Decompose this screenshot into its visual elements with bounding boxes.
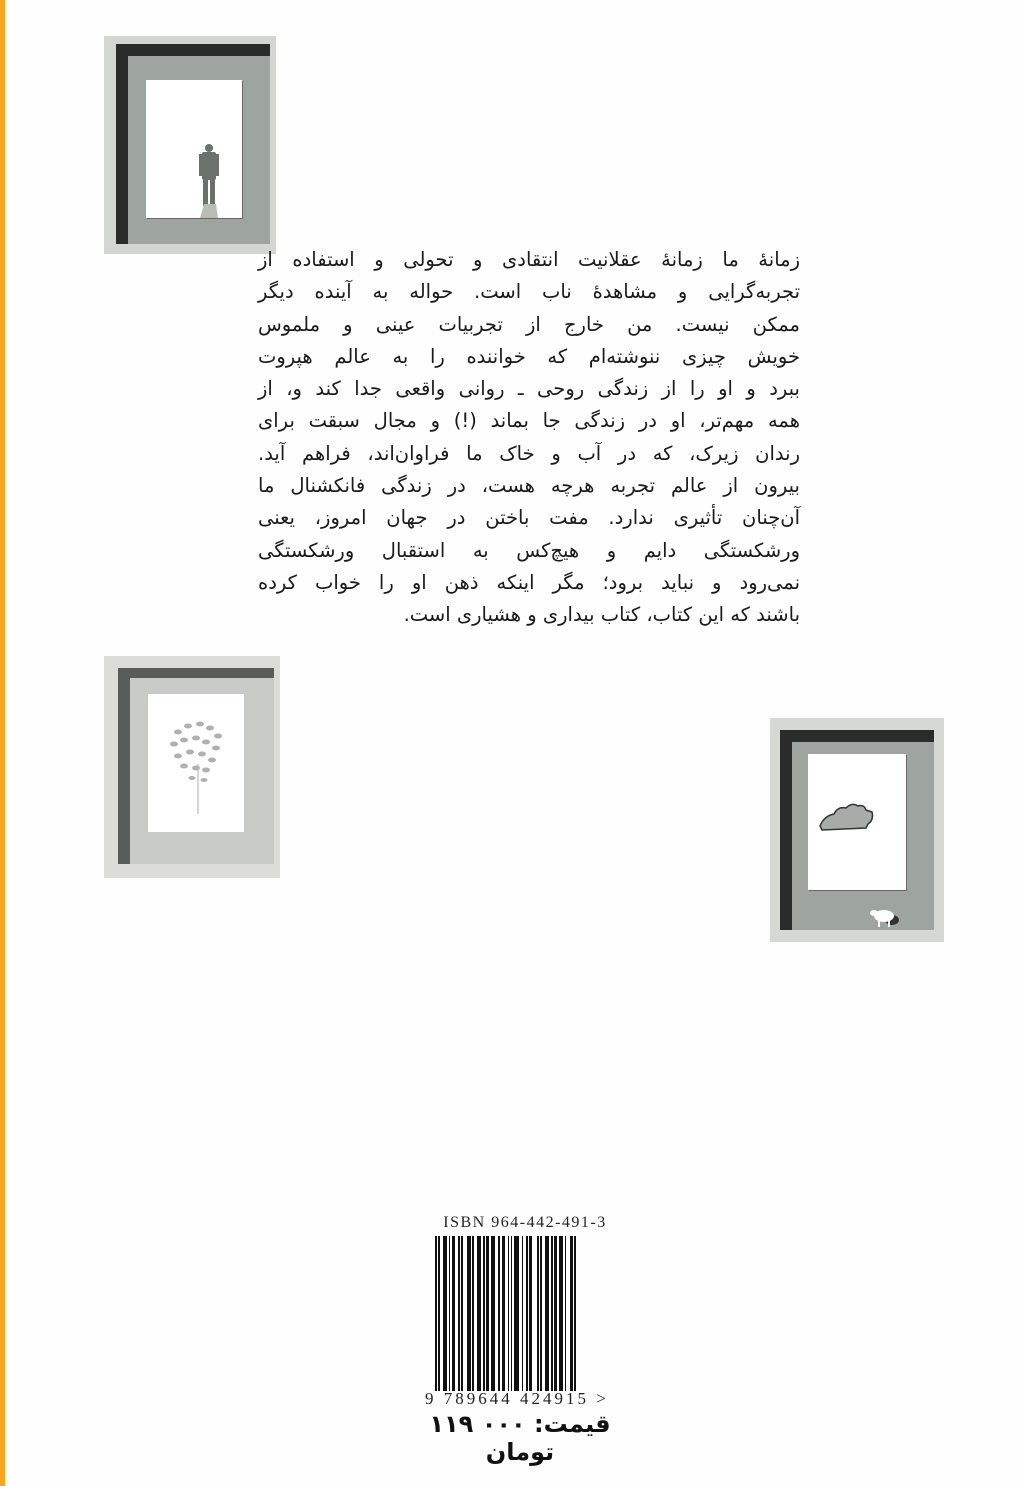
frame-paper — [146, 80, 242, 218]
blurb-line: همه مهم‌تر، او در زندگی جا بماند (!) و مجال سبقت برای — [258, 409, 800, 433]
orange-spine-edge — [0, 0, 5, 1486]
isbn-label: ISBN 964-442-491-3 — [443, 1214, 607, 1231]
blurb-line: تجربه‌گرایی و مشاهدهٔ ناب است. حواله به آینده دیگر — [258, 280, 800, 304]
frame-shadow-left — [118, 668, 130, 864]
barcode-bars — [435, 1236, 625, 1391]
blurb-line: زمانهٔ ما زمانهٔ عقلانیت انتقادی و تحولی و استفاده از — [258, 248, 800, 271]
blurb-line: باشند که این کتاب، کتاب بیداری و هشیاری است. — [403, 603, 800, 627]
price-label: قیمت: ۰۰۰ ۱۱۹ تومان — [429, 1410, 611, 1466]
illustration-frame-man — [104, 36, 276, 254]
frame-paper — [148, 694, 244, 832]
back-cover-blurb — [258, 244, 800, 632]
frame-paper — [808, 754, 906, 890]
frame-shadow-top — [780, 730, 934, 742]
standing-man-icon — [146, 80, 242, 218]
blurb-line: نمی‌رود و نباید برود؛ مگر اینکه ذهن او را خواب کرده — [258, 570, 800, 594]
blurb-line: ورشکستگی دایم و هیچ‌کس به استقبال ورشکستگی — [258, 538, 800, 562]
frame-shadow-left — [780, 730, 792, 930]
ean-digits: 9 789644 424915 > — [425, 1389, 609, 1408]
blurb-line: آن‌چنان تأثیری ندارد. مفت باختن در جهان امروز، یعنی — [258, 506, 800, 530]
sheep-icon — [870, 904, 906, 928]
frame-shadow-top — [116, 44, 270, 56]
frame-shadow-top — [118, 668, 274, 678]
blurb-line: خویش چیزی ننوشته‌ام که خواننده را به عالم هپروت — [258, 344, 800, 368]
blurb-line: بیرون از عالم تجربه هرچه هست، در زندگی فانکشنال ما — [258, 474, 800, 498]
frame-shadow-left — [116, 44, 128, 244]
cloud-icon — [808, 754, 906, 890]
illustration-frame-tree — [104, 656, 280, 878]
illustration-frame-cloud-sheep — [770, 718, 944, 942]
blurb-line: رندان زیرک، که در آب و خاک ما فراوان‌اند، فراهم آید. — [258, 441, 800, 465]
tree-icon — [148, 694, 244, 832]
isbn-barcode — [425, 1214, 625, 1409]
blurb-line: ببرد و او را از زندگی روحی ـ روانی واقعی جدا کند و، از — [258, 377, 800, 401]
blurb-line: ممکن نیست. من خارج از تجربیات عینی و ملموس — [258, 312, 800, 336]
